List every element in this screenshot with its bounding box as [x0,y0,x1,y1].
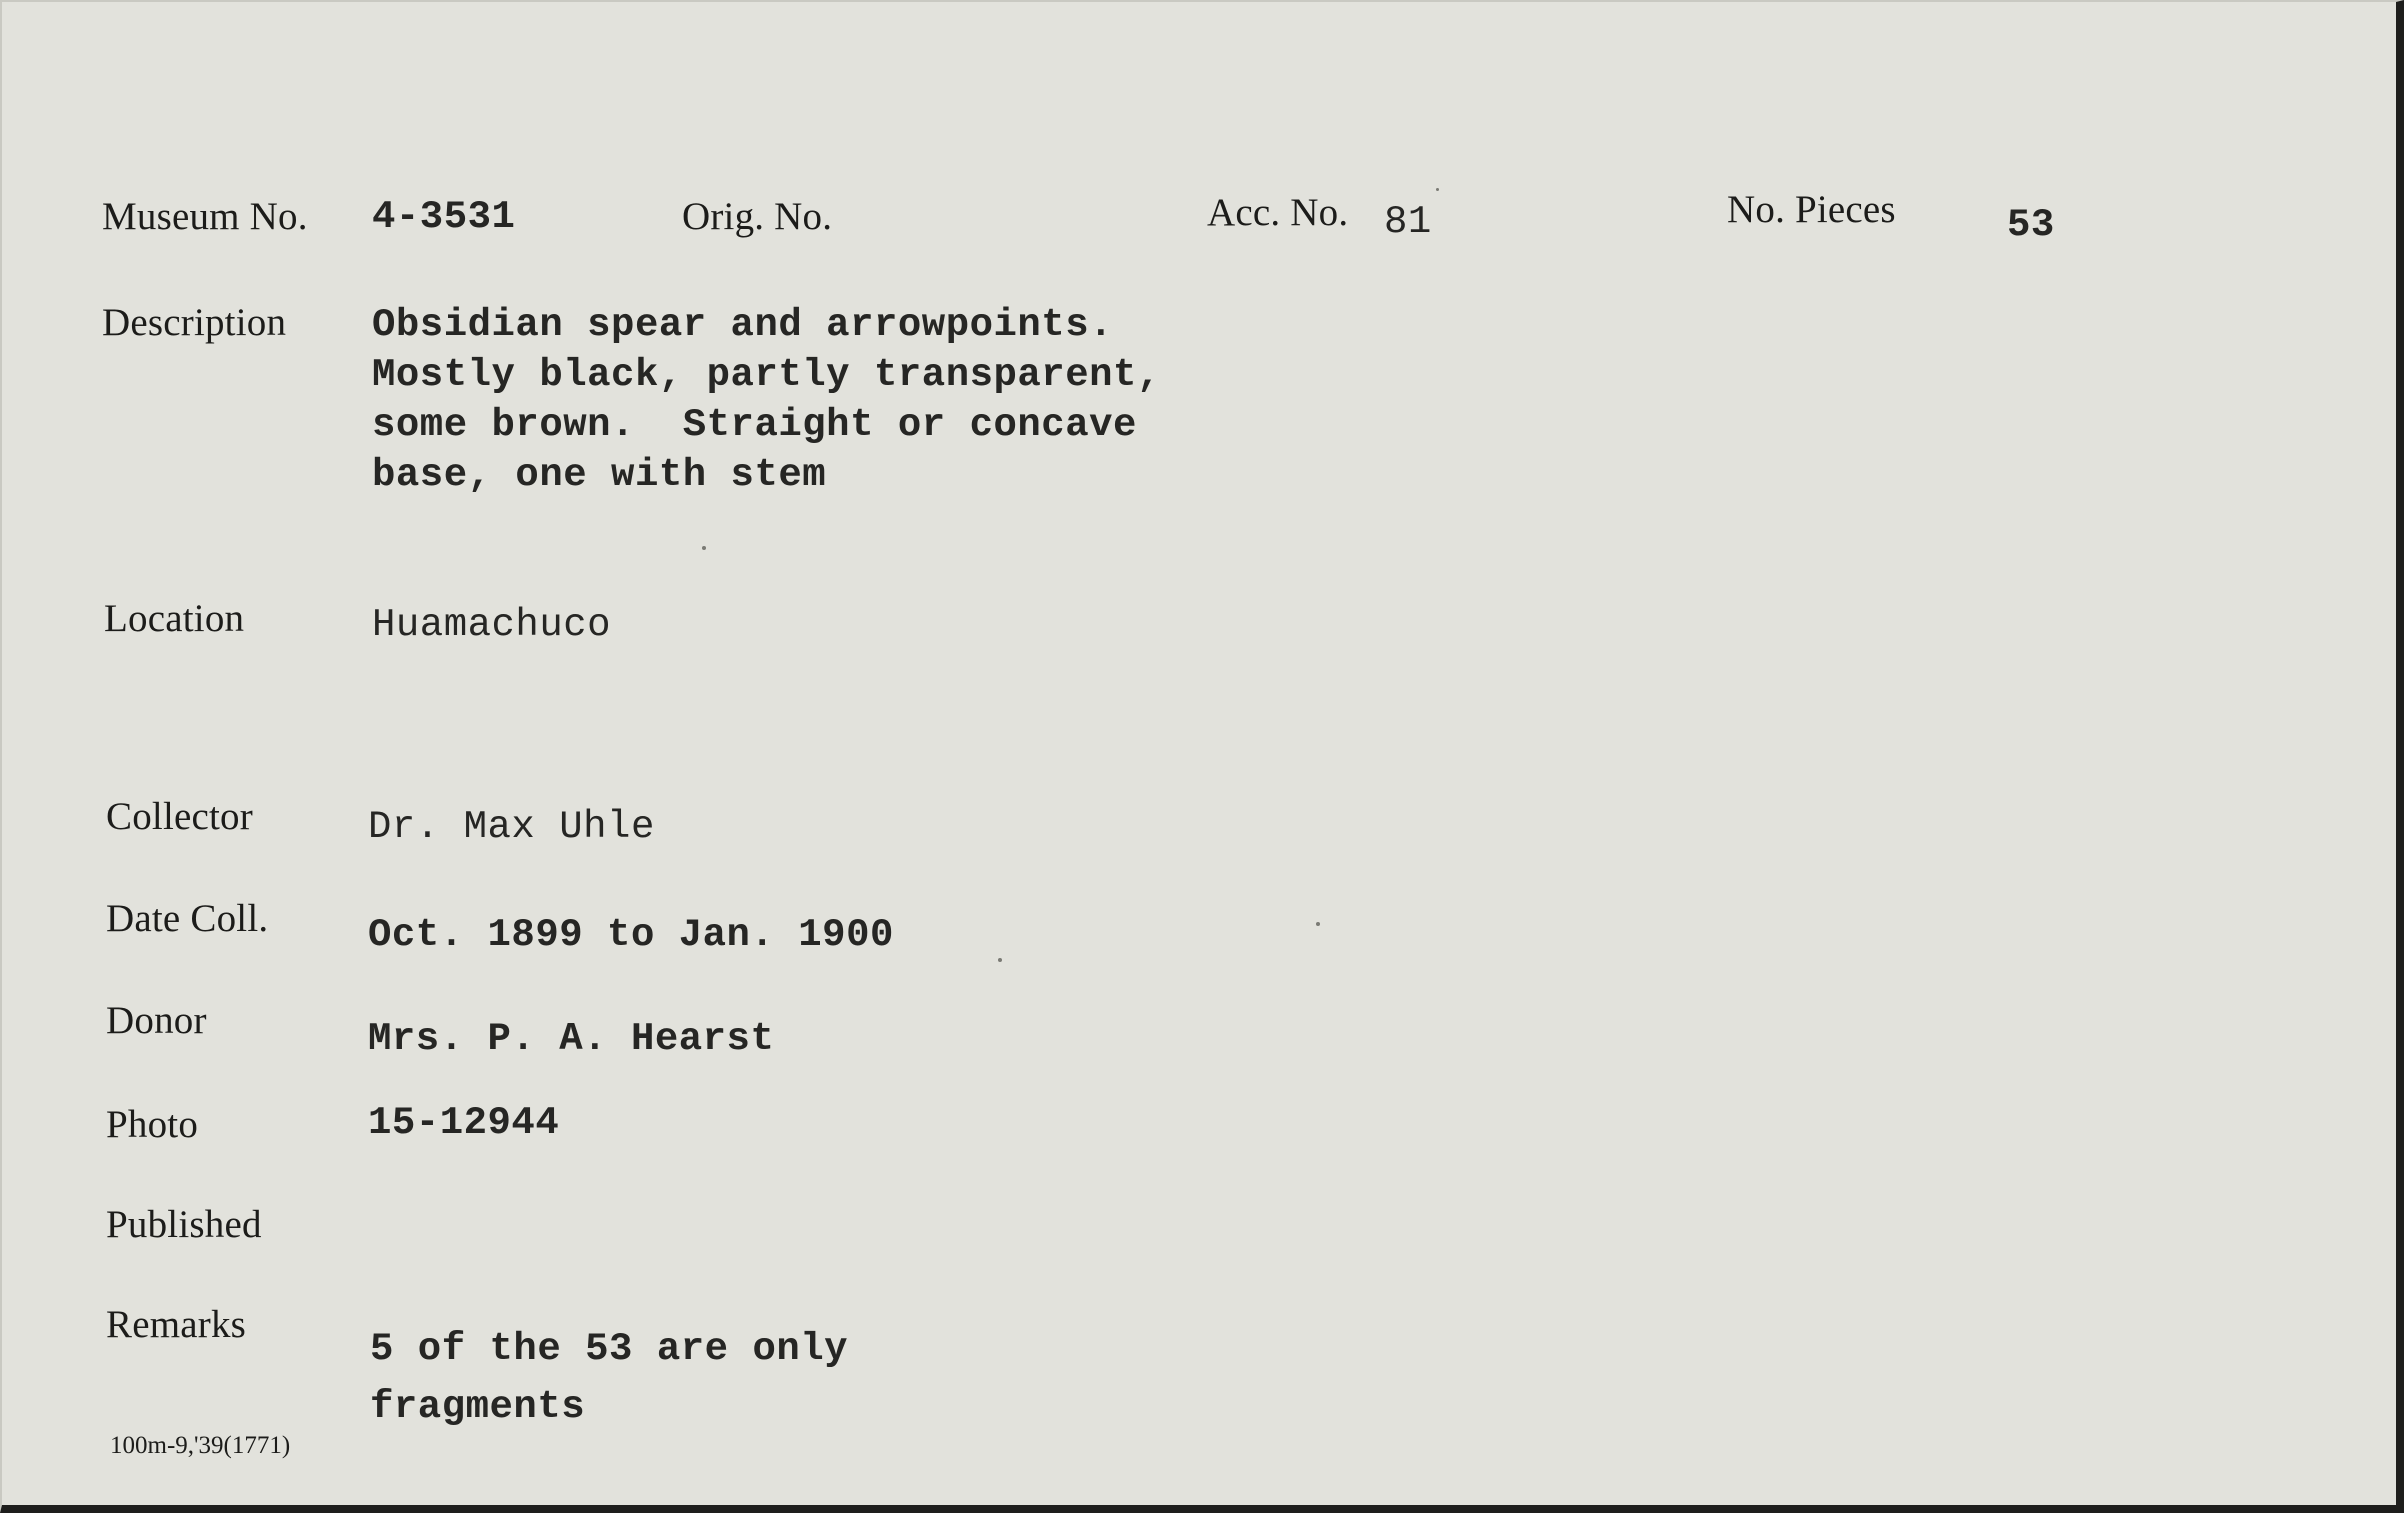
location-value: Huamachuco [372,603,612,647]
date-coll-value: Oct. 1899 to Jan. 1900 [368,913,894,957]
no-pieces-label: No. Pieces [1727,188,1896,231]
museum-no-label: Museum No. [102,195,308,238]
description-line-1: Obsidian spear and arrowpoints. [372,303,1114,347]
museum-no-value: 4-3531 [372,195,516,239]
paper-speck [998,958,1002,962]
orig-no-label: Orig. No. [682,195,833,238]
remarks-label: Remarks [106,1303,247,1346]
acc-no-value: 81 [1384,200,1432,244]
paper-speck [1316,922,1320,926]
remarks-line-1: 5 of the 53 are only [370,1327,849,1371]
description-line-2: Mostly black, partly transparent, [372,353,1161,397]
location-label: Location [104,597,245,640]
collector-label: Collector [106,795,253,838]
remarks-line-2: fragments [370,1385,586,1429]
description-line-4: base, one with stem [372,453,827,497]
donor-label: Donor [106,999,207,1042]
donor-value: Mrs. P. A. Hearst [368,1017,775,1061]
published-label: Published [106,1203,262,1246]
print-code: 100m-9,'39(1771) [110,1432,291,1459]
description-label: Description [102,301,287,344]
paper-speck [1436,188,1439,191]
description-line-3: some brown. Straight or concave [372,403,1137,447]
date-coll-label: Date Coll. [106,897,269,940]
acc-no-label: Acc. No. [1207,191,1349,234]
no-pieces-value: 53 [2007,203,2055,247]
photo-label: Photo [106,1103,199,1146]
photo-value: 15-12944 [368,1101,560,1145]
collector-value: Dr. Max Uhle [368,805,655,849]
paper-speck [702,546,706,550]
